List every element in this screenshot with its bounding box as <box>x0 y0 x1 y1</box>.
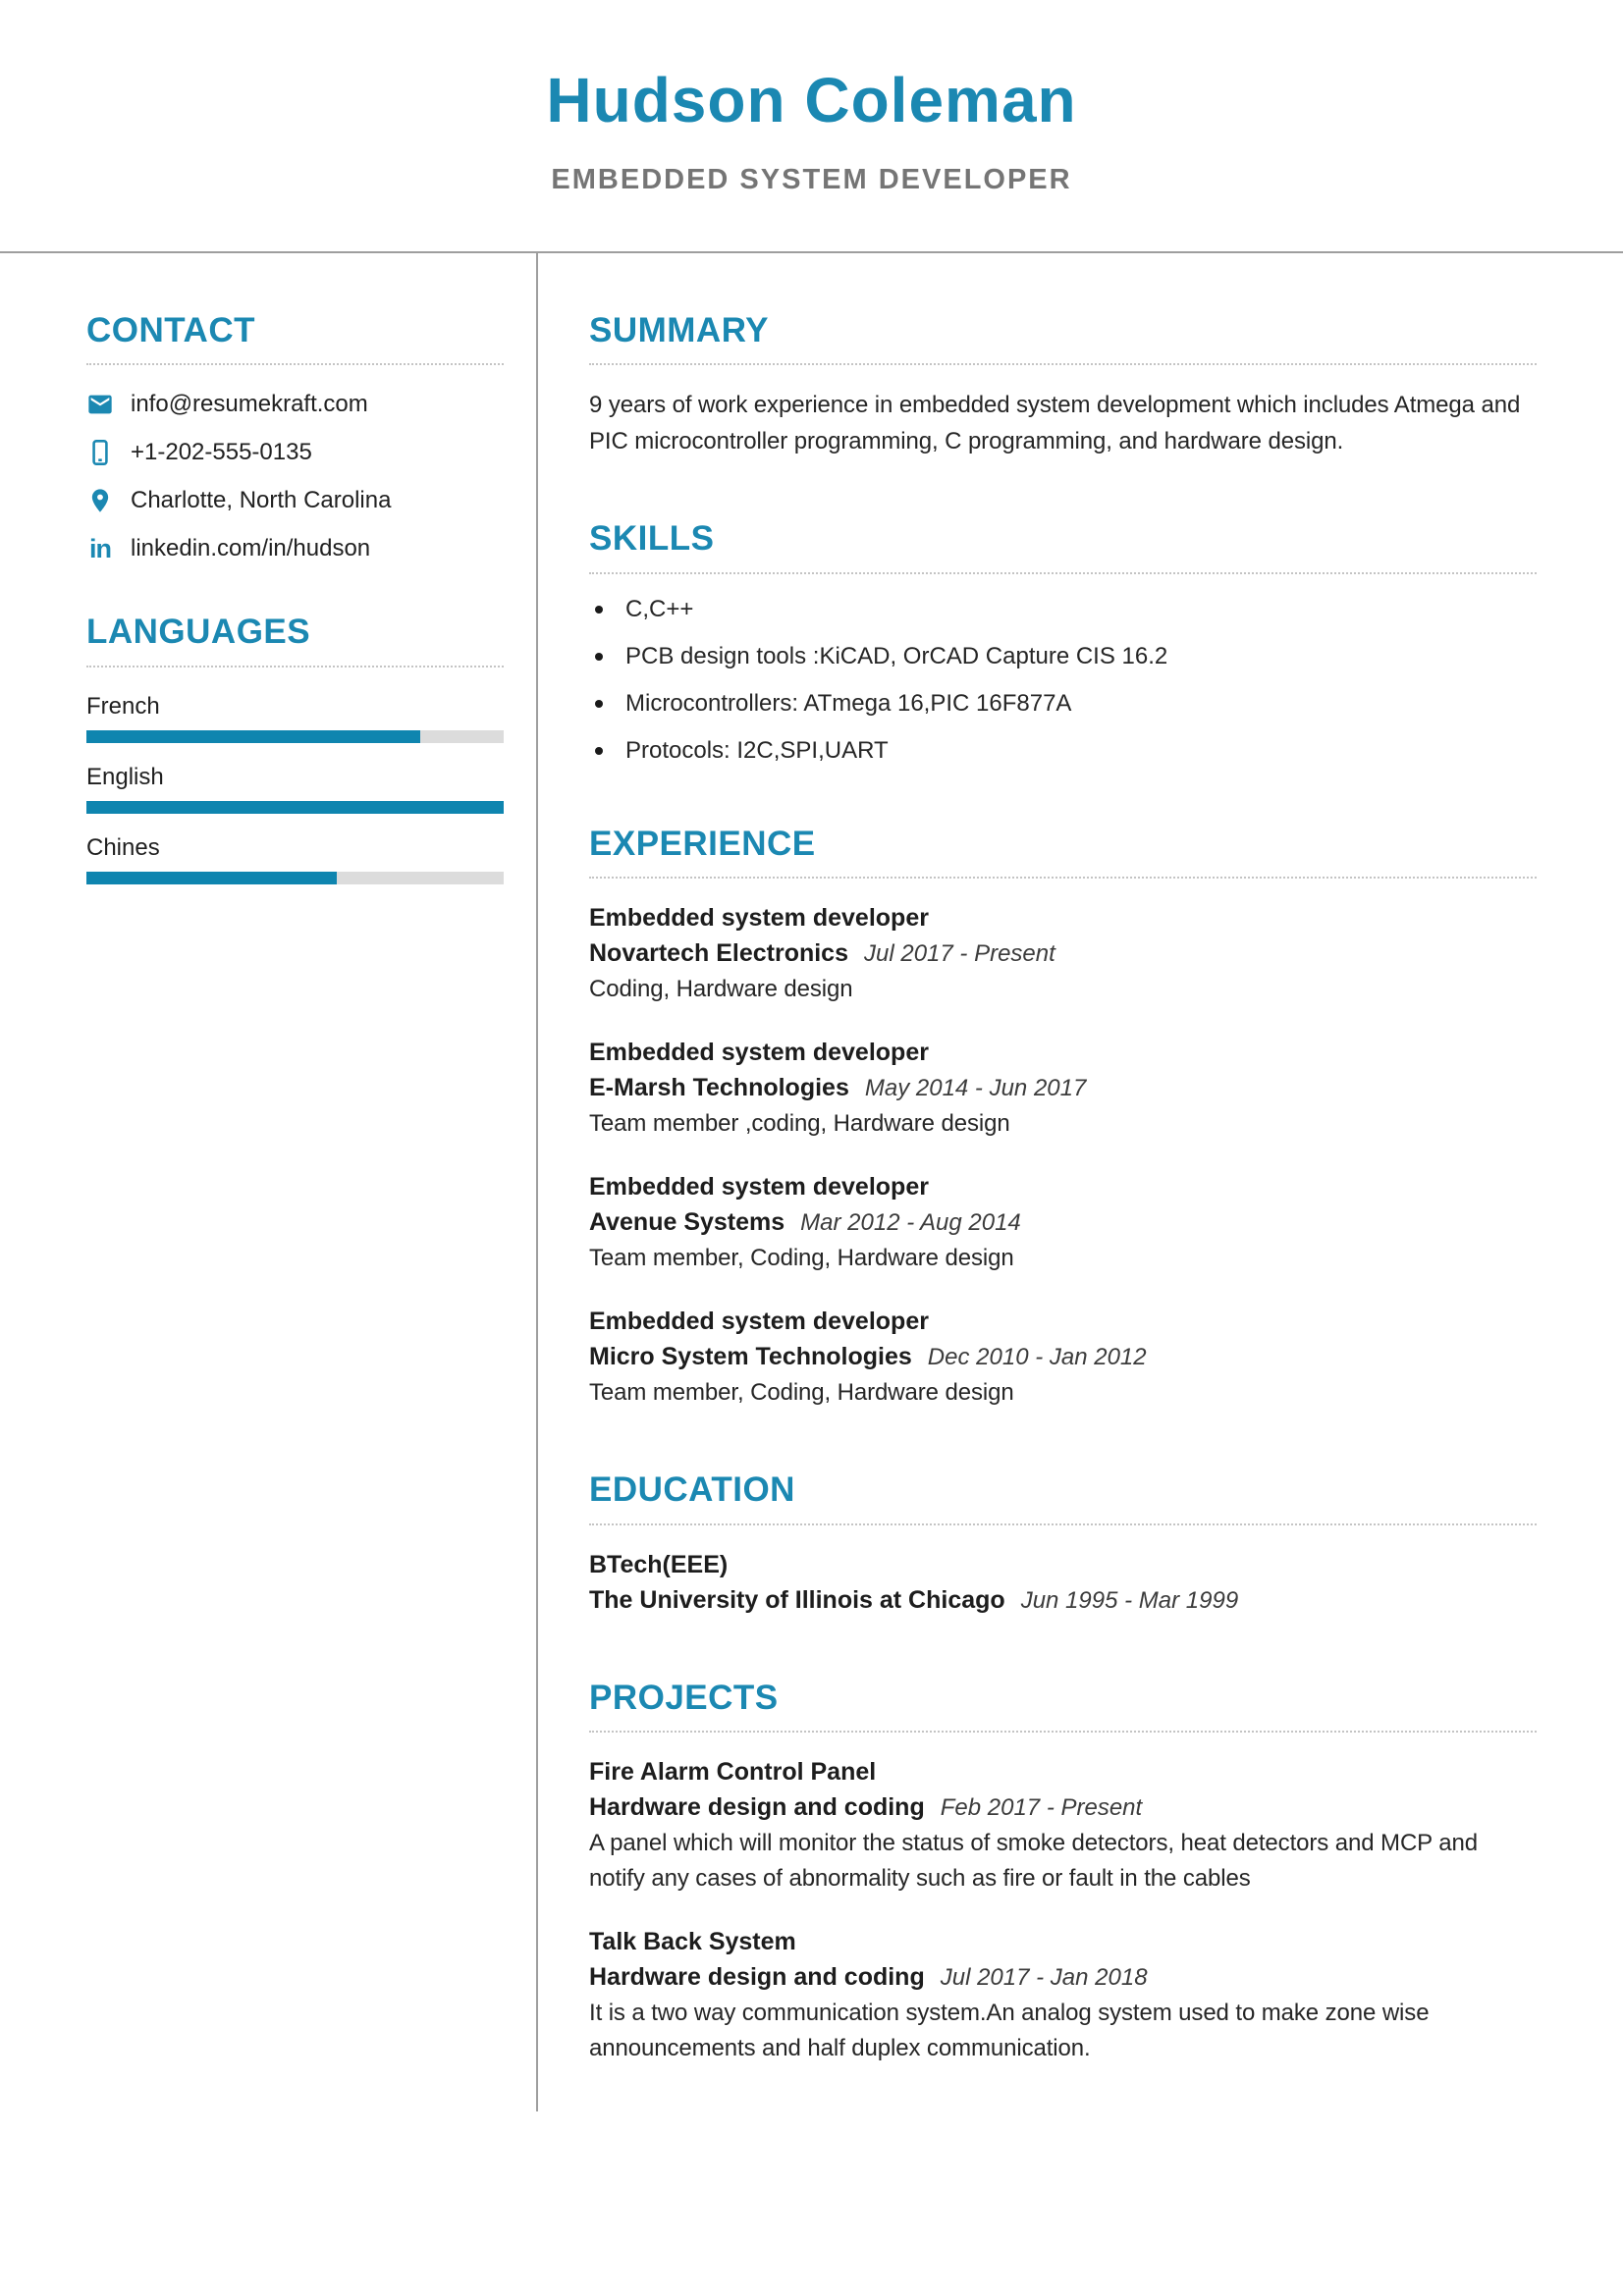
project-description: A panel which will monitor the status of smoke detectors, heat detectors and MCP and notify any cases of abnormality such as fire or fault in the cables <box>589 1830 1478 1893</box>
skills-section <box>589 520 1537 765</box>
experience-heading: EXPERIENCE <box>589 826 1537 880</box>
entry-company: E-Marsh Technologies <box>589 1074 849 1102</box>
entry-dates: Jul 2017 - Present <box>864 940 1055 968</box>
summary-heading: SUMMARY <box>589 312 1537 366</box>
contact-section <box>86 312 504 563</box>
entry-company: Avenue Systems <box>589 1208 785 1237</box>
summary-section <box>589 312 1537 460</box>
skill-item: Protocols: I2C,SPI,UART <box>589 737 1537 765</box>
language-bar-fill <box>86 801 504 814</box>
entry-description: Team member, Coding, Hardware design <box>589 1379 1014 1407</box>
language-bar-track <box>86 872 504 884</box>
resume-body <box>0 253 1623 2112</box>
languages-section <box>86 614 504 884</box>
entry-description: Coding, Hardware design <box>589 976 853 1003</box>
entry-title: Embedded system developer <box>589 1308 929 1336</box>
skill-item: PCB design tools :KiCAD, OrCAD Capture CIS 16.2 <box>589 643 1537 670</box>
language-name: Chines <box>86 833 160 861</box>
linkedin-icon: in <box>89 533 111 563</box>
language-item <box>86 834 504 884</box>
skills-heading: SKILLS <box>589 520 1537 574</box>
language-item <box>86 764 504 814</box>
education-dates: Jun 1995 - Mar 1999 <box>1020 1586 1239 1614</box>
project-dates: Jul 2017 - Jan 2018 <box>940 1964 1148 1992</box>
language-name: English <box>86 763 164 790</box>
project-description: It is a two way communication system.An analog system used to make zone wise announcements and half duplex communication. <box>589 2000 1430 2062</box>
entry-dates: Mar 2012 - Aug 2014 <box>800 1209 1021 1237</box>
education-entry <box>589 1547 1537 1619</box>
experience-section <box>589 826 1537 1412</box>
projects-section <box>589 1680 1537 2067</box>
languages-heading: LANGUAGES <box>86 614 504 667</box>
location-icon <box>86 487 114 514</box>
contact-location-text: Charlotte, North Carolina <box>131 487 392 514</box>
entry-title: Embedded system developer <box>589 1039 929 1067</box>
language-name: French <box>86 692 160 720</box>
contact-heading: CONTACT <box>86 312 504 366</box>
person-name: Hudson Coleman <box>546 65 1077 135</box>
skill-item: Microcontrollers: ATmega 16,PIC 16F877A <box>589 690 1537 718</box>
column-divider <box>536 253 538 2112</box>
contact-email-text: info@resumekraft.com <box>131 391 368 418</box>
contact-linkedin-text: linkedin.com/in/hudson <box>131 535 371 562</box>
entry-description: Team member, Coding, Hardware design <box>589 1245 1014 1272</box>
skill-item: C,C++ <box>589 596 1537 623</box>
contact-item-location <box>86 487 504 514</box>
language-bar-fill <box>86 730 420 743</box>
right-column <box>589 253 1537 2112</box>
contact-item-linkedin <box>86 535 504 562</box>
person-job-title: EMBEDDED SYSTEM DEVELOPER <box>551 163 1072 195</box>
summary-text: 9 years of work experience in embedded system development which includes Atmega and PIC microcontroller programming, C programming, and hardware design. <box>589 392 1521 455</box>
entry-description: Team member ,coding, Hardware design <box>589 1110 1010 1138</box>
resume-header <box>0 0 1623 196</box>
education-section <box>589 1471 1537 1619</box>
entry-company: Novartech Electronics <box>589 939 848 968</box>
experience-entry <box>589 1169 1537 1276</box>
left-column <box>86 253 504 2112</box>
project-name: Talk Back System <box>589 1928 796 1956</box>
email-icon <box>86 391 114 418</box>
language-bar-track <box>86 730 504 743</box>
language-item <box>86 693 504 743</box>
project-entry <box>589 1754 1537 1896</box>
project-entry <box>589 1924 1537 2066</box>
school: The University of Illinois at Chicago <box>589 1585 1005 1614</box>
phone-icon <box>86 439 114 466</box>
project-dates: Feb 2017 - Present <box>940 1794 1143 1822</box>
entry-company: Micro System Technologies <box>589 1343 912 1371</box>
language-bar-fill <box>86 872 337 884</box>
entry-title: Embedded system developer <box>589 904 929 933</box>
entry-title: Embedded system developer <box>589 1173 929 1201</box>
entry-dates: May 2014 - Jun 2017 <box>864 1075 1087 1102</box>
education-heading: EDUCATION <box>589 1471 1537 1525</box>
contact-item-phone <box>86 439 504 466</box>
entry-dates: Dec 2010 - Jan 2012 <box>927 1344 1147 1371</box>
projects-heading: PROJECTS <box>589 1680 1537 1734</box>
project-name: Fire Alarm Control Panel <box>589 1758 877 1787</box>
contact-item-email <box>86 391 504 418</box>
experience-entry <box>589 1035 1537 1142</box>
degree: BTech(EEE) <box>589 1550 729 1578</box>
skills-list <box>589 596 1537 765</box>
project-role: Hardware design and coding <box>589 1963 925 1992</box>
language-bar-track <box>86 801 504 814</box>
contact-phone-text: +1-202-555-0135 <box>131 439 312 466</box>
project-role: Hardware design and coding <box>589 1793 925 1822</box>
experience-entry <box>589 1304 1537 1411</box>
experience-entry <box>589 900 1537 1007</box>
